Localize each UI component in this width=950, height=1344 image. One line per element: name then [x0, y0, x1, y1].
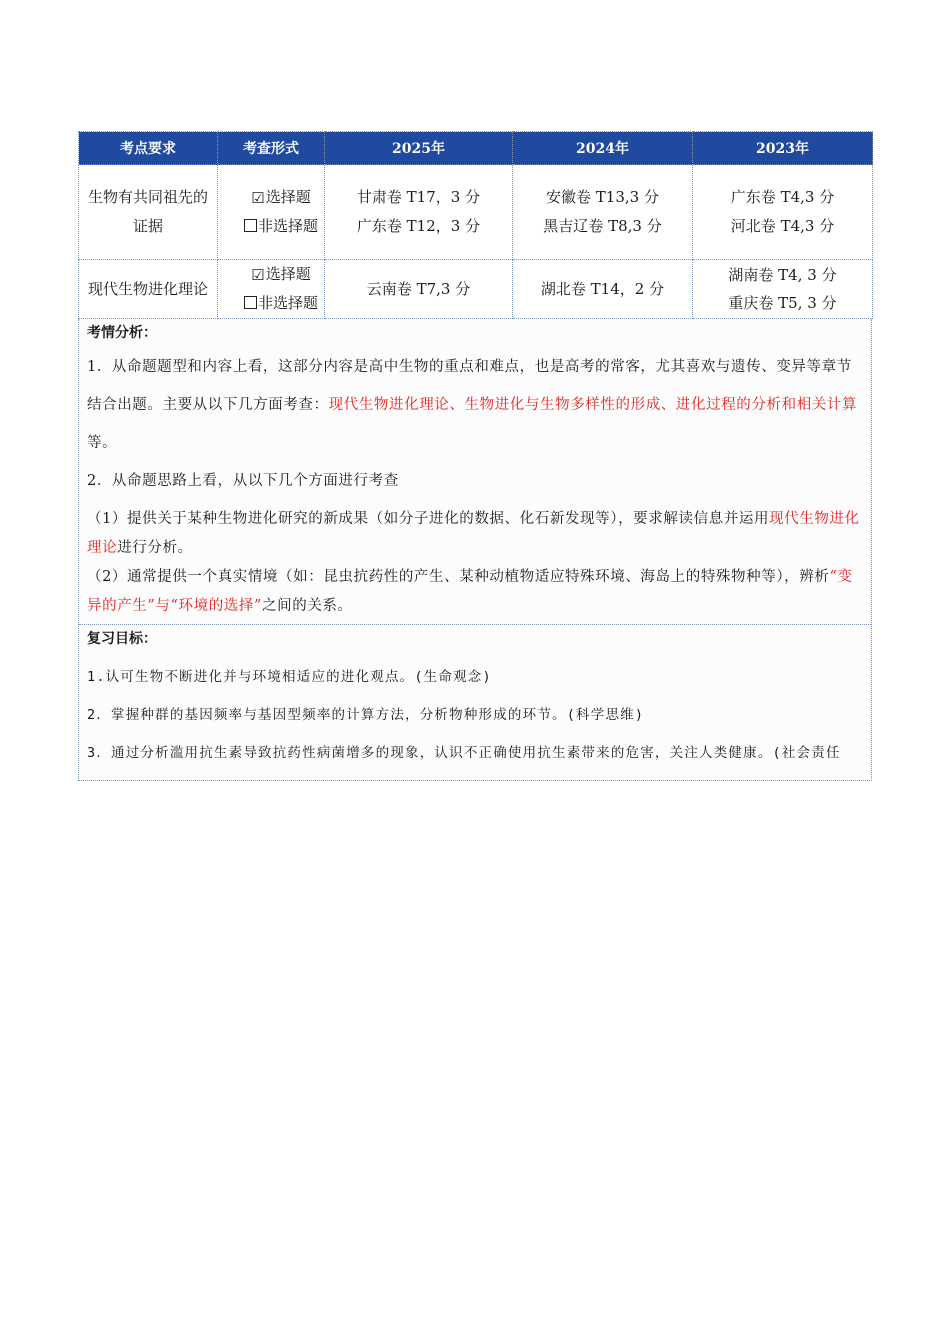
- year-2023-cell: [693, 165, 873, 260]
- exam-entry: 云南卷 T7,3 分: [366, 279, 471, 298]
- year-2023-cell: [693, 260, 873, 319]
- exam-points-table: [78, 131, 873, 319]
- table-row: [79, 165, 873, 260]
- exam-entry: 广东卷 T4,3 分: [730, 188, 835, 206]
- analysis-panel: [78, 319, 872, 781]
- exam-entry: 湖南卷 T4, 3 分: [728, 266, 837, 284]
- goal-item: 3．通过分析滥用抗生素导致抗药性病菌增多的现象，认识不正确使用抗生素带来的危害，关注人类健康。(社会责任: [87, 745, 841, 761]
- choice-option: [238, 183, 324, 212]
- option-label: 非选择题: [257, 294, 318, 312]
- analysis-paragraph-4: （2）通常提供一个真实情境（如：昆虫抗药性的产生、某种动植物适应特殊环境、海岛上的特殊物种等），辨析“变异的产生”与“环境的选择”之间的关系。: [87, 569, 853, 614]
- unchecked-box-icon: [244, 219, 257, 232]
- header-requirement: 考点要求: [79, 132, 218, 165]
- unchecked-box-icon: [244, 296, 257, 309]
- year-2025-cell: [325, 165, 513, 260]
- highlight-text: 现代生物进化理论: [87, 511, 860, 556]
- topic-cell: 生物有共同祖先的证据: [79, 165, 218, 260]
- choice-option: [238, 260, 324, 289]
- option-label: 选择题: [265, 188, 311, 206]
- option-label: 选择题: [265, 265, 311, 283]
- header-2023: 2023年: [693, 132, 873, 165]
- exam-entry: 黑吉辽卷 T8,3 分: [543, 217, 662, 235]
- exam-entry: 广东卷 T12，3 分: [356, 217, 481, 235]
- analysis-paragraph-3: （1）提供关于某种生物进化研究的新成果（如分子进化的数据、化石新发现等），要求解读信息并运用现代生物进化理论进行分析。: [87, 511, 860, 556]
- exam-entry: 湖北卷 T14，2 分: [540, 279, 665, 298]
- header-2025: 2025年: [325, 132, 513, 165]
- analysis-paragraph-1: 1．从命题题型和内容上看，这部分内容是高中生物的重点和难点，也是高考的常客，尤其喜欢与遗传、变异等章节结合出题。主要从以下几方面考查：现代生物进化理论、生物进化与生物多样性的形成、进化过程的分析和相关计算等。: [87, 359, 858, 451]
- header-form: 考查形式: [218, 132, 325, 165]
- goals-list: [79, 650, 871, 780]
- non-choice-option: [238, 289, 324, 318]
- exam-entry: 河北卷 T4,3 分: [730, 217, 835, 235]
- year-2024-cell: [513, 260, 693, 319]
- header-2024: 2024年: [513, 132, 693, 165]
- checked-box-icon: ☑: [251, 266, 265, 284]
- exam-entry: 重庆卷 T5, 3 分: [728, 294, 837, 312]
- form-cell: [218, 165, 325, 260]
- checked-box-icon: ☑: [251, 189, 265, 207]
- analysis-heading: 考情分析：: [87, 325, 157, 341]
- highlight-text: “变异的产生”与“环境的选择”: [87, 569, 853, 614]
- goals-heading: 复习目标：: [87, 631, 157, 647]
- table-header-row: [79, 132, 873, 165]
- year-2025-cell: [325, 260, 513, 319]
- table-row: [79, 260, 873, 319]
- exam-entry: 甘肃卷 T17，3 分: [356, 188, 481, 206]
- exam-analysis-sheet: [78, 131, 872, 781]
- goal-item: 2．掌握种群的基因频率与基因型频率的计算方法，分析物种形成的环节。(科学思维): [87, 707, 645, 723]
- option-label: 非选择题: [257, 217, 318, 235]
- goal-item: 1.认可生物不断进化并与环境相适应的进化观点。(生命观念): [87, 669, 492, 685]
- exam-entry: 安徽卷 T13,3 分: [546, 188, 659, 206]
- year-2024-cell: [513, 165, 693, 260]
- non-choice-option: [238, 212, 324, 241]
- highlight-text: 现代生物进化理论、生物进化与生物多样性的形成、进化过程的分析和相关计算: [328, 397, 858, 413]
- form-cell: [218, 260, 325, 319]
- topic-cell: 现代生物进化理论: [79, 260, 218, 319]
- analysis-paragraph-2: 2．从命题思路上看，从以下几个方面进行考查: [87, 473, 399, 489]
